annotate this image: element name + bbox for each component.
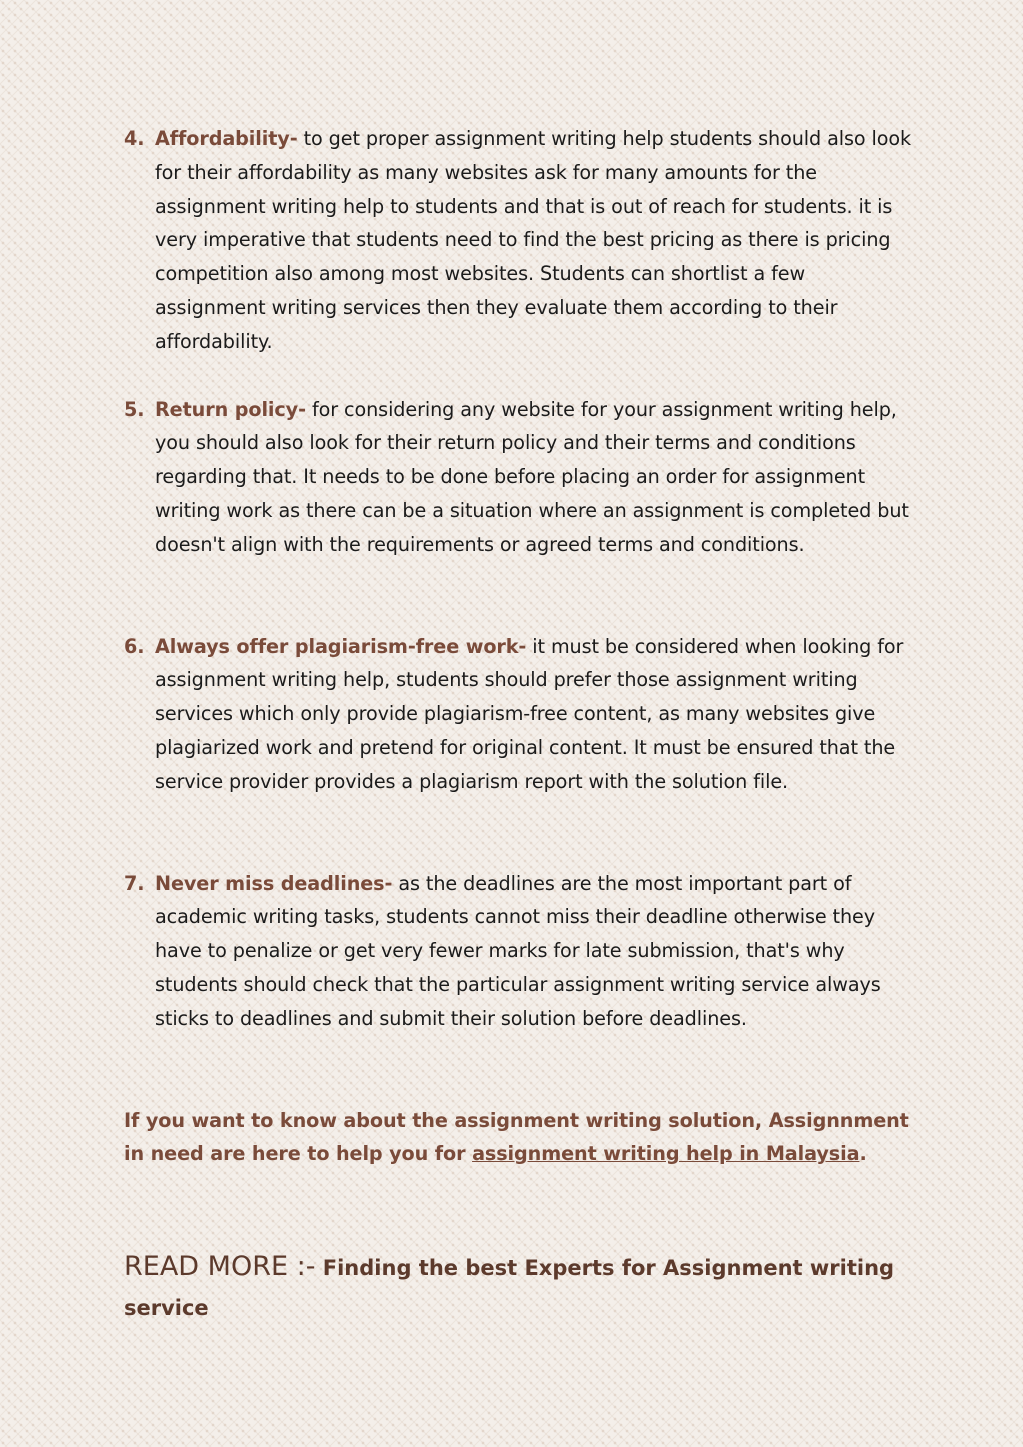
list-item-deadlines [124, 867, 914, 1036]
malaysia-help-link[interactable]: assignment writing help in Malaysia [472, 1142, 860, 1166]
item-text: it must be considered when looking for assignment writing help, students should prefer those assignment writing services which only provide plagiarism-free content, as many websites give plagiarized work and pretend for original content. It must be ensured that the service provider provides a plagiarism report with the solution file. [155, 634, 904, 793]
item-heading: Return policy- [155, 397, 306, 421]
item-text: to get proper assignment writing help students should also look for their affordability as many websites ask for many amounts for the assignment writing help to students and that is out of reach for students. it is very imperative that students need to find the best pricing as there is pricing competition also among most websites. Students can shortlist a few assignment writing services then they evaluate them according to their affordability. [155, 127, 912, 353]
list-number: 5. [124, 397, 145, 421]
list-item-return-policy [124, 393, 914, 562]
item-heading: Always offer plagiarism-free work- [155, 634, 527, 658]
item-text: for considering any website for your assignment writing help, you should also look for their return policy and their terms and conditions regarding that. It needs to be done before placing an order for assignment writing work as there can be a situation where an assignment is completed but doesn't align with the requirements or agreed terms and conditions. [155, 397, 909, 556]
item-heading: Affordability- [155, 127, 298, 150]
list-number: 6. [124, 634, 145, 658]
list-item-plagiarism-free [124, 630, 914, 799]
closing-end: . [859, 1142, 867, 1166]
list-number: 4. [124, 127, 145, 150]
list-number: 7. [124, 871, 145, 895]
document-body [124, 122, 914, 1328]
read-more-label: READ MORE :- [124, 1251, 316, 1283]
closing-text: If you want to know about the assignment writing solution, Assignnment in need are here to help you for [124, 1108, 909, 1166]
item-text: as the deadlines are the most important part of academic writing tasks, students cannot miss their deadline otherwise they have to penalize or get very fewer marks for late submission, that's why students should check that the particular assignment writing service always sticks to deadlines and submit their solution before deadlines. [155, 871, 881, 1030]
read-more-heading [124, 1247, 914, 1328]
closing-paragraph [124, 1104, 914, 1172]
list-item-affordability [124, 122, 914, 359]
read-more-title[interactable]: Finding the best Experts for Assignment writing service [124, 1256, 895, 1321]
item-heading: Never miss deadlines- [155, 871, 393, 895]
